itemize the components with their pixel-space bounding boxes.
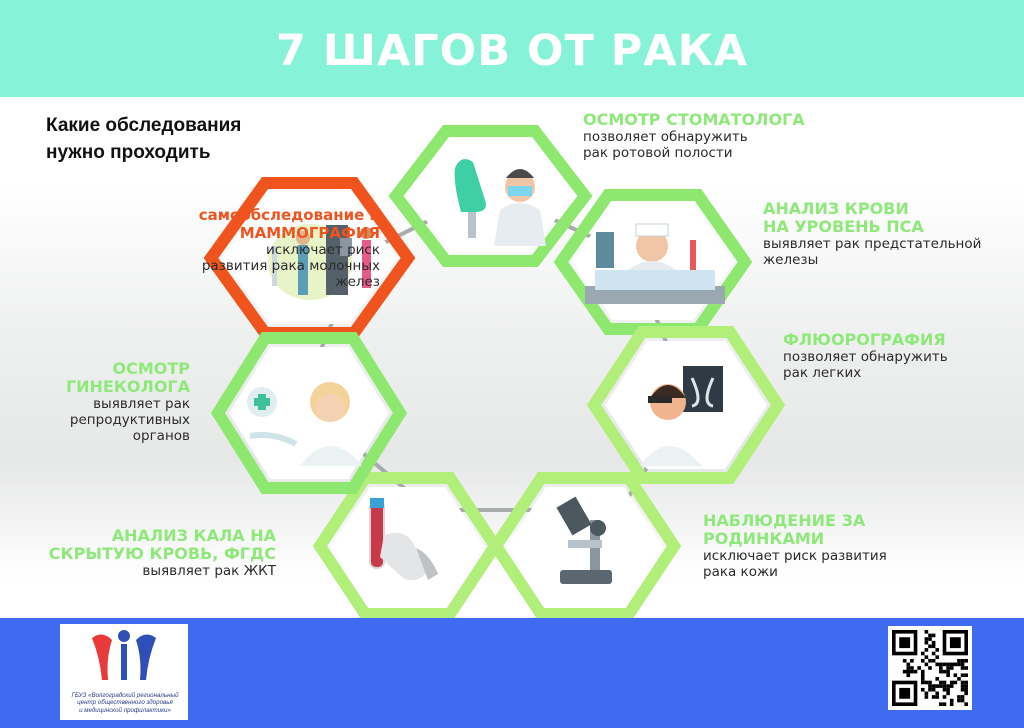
step-heading: ОСМОТР СТОМАТОЛОГА <box>583 110 805 129</box>
logo-caption: ГБУЗ «Волгоградский региональный центр общественного здоровья и медицинской профилактики» <box>71 692 179 714</box>
step-heading: НАБЛЮДЕНИЕ ЗА РОДИНКАМИ <box>703 511 866 548</box>
organization-emblem-icon <box>60 624 188 692</box>
hex-step-dentist <box>396 131 585 261</box>
step-description: исключает риск развития рака кожи <box>703 548 887 580</box>
step-heading: самообследование и МАММОГРАФИЯ <box>198 206 380 242</box>
page-title: 7 ШАГОВ ОТ РАКА <box>275 26 749 76</box>
hex-step-moles <box>496 478 674 614</box>
step-stool-test-text <box>20 527 276 579</box>
hex-step-gynecologist <box>218 338 400 488</box>
step-heading: ФЛЮОРОГРАФИЯ <box>783 330 946 349</box>
step-description: позволяет обнаружить рак ротовой полости <box>583 129 748 161</box>
qr-code-icon <box>888 626 972 710</box>
step-dentist-text <box>583 111 843 161</box>
organization-logo <box>60 624 188 720</box>
step-description: выявляет рак предстательной железы <box>763 236 982 268</box>
step-mammography-text <box>160 206 380 290</box>
step-description: позволяет обнаружить рак легких <box>783 349 948 381</box>
step-description: выявляет рак ЖКТ <box>142 563 276 579</box>
subtitle: Какие обследования нужно проходить <box>46 115 242 163</box>
hex-step-stool-test <box>320 478 495 614</box>
step-heading: ОСМОТР ГИНЕКОЛОГА <box>65 359 190 396</box>
step-heading: АНАЛИЗ КАЛА НА СКРЫТУЮ КРОВЬ, ФГДС <box>48 526 276 563</box>
step-gynecologist-text <box>40 360 190 444</box>
step-heading: АНАЛИЗ КРОВИ НА УРОВЕНЬ ПСА <box>763 199 924 236</box>
hex-step-psa <box>561 195 745 329</box>
qr-code[interactable] <box>888 626 972 710</box>
hex-step-fluorography <box>594 332 778 478</box>
step-moles-text <box>703 512 933 580</box>
step-fluorography-text <box>783 331 1003 381</box>
step-psa-text <box>763 200 1013 268</box>
step-description: исключает риск развития рака молочных желез <box>201 242 380 290</box>
step-description: выявляет рак репродуктивных органов <box>69 396 190 444</box>
